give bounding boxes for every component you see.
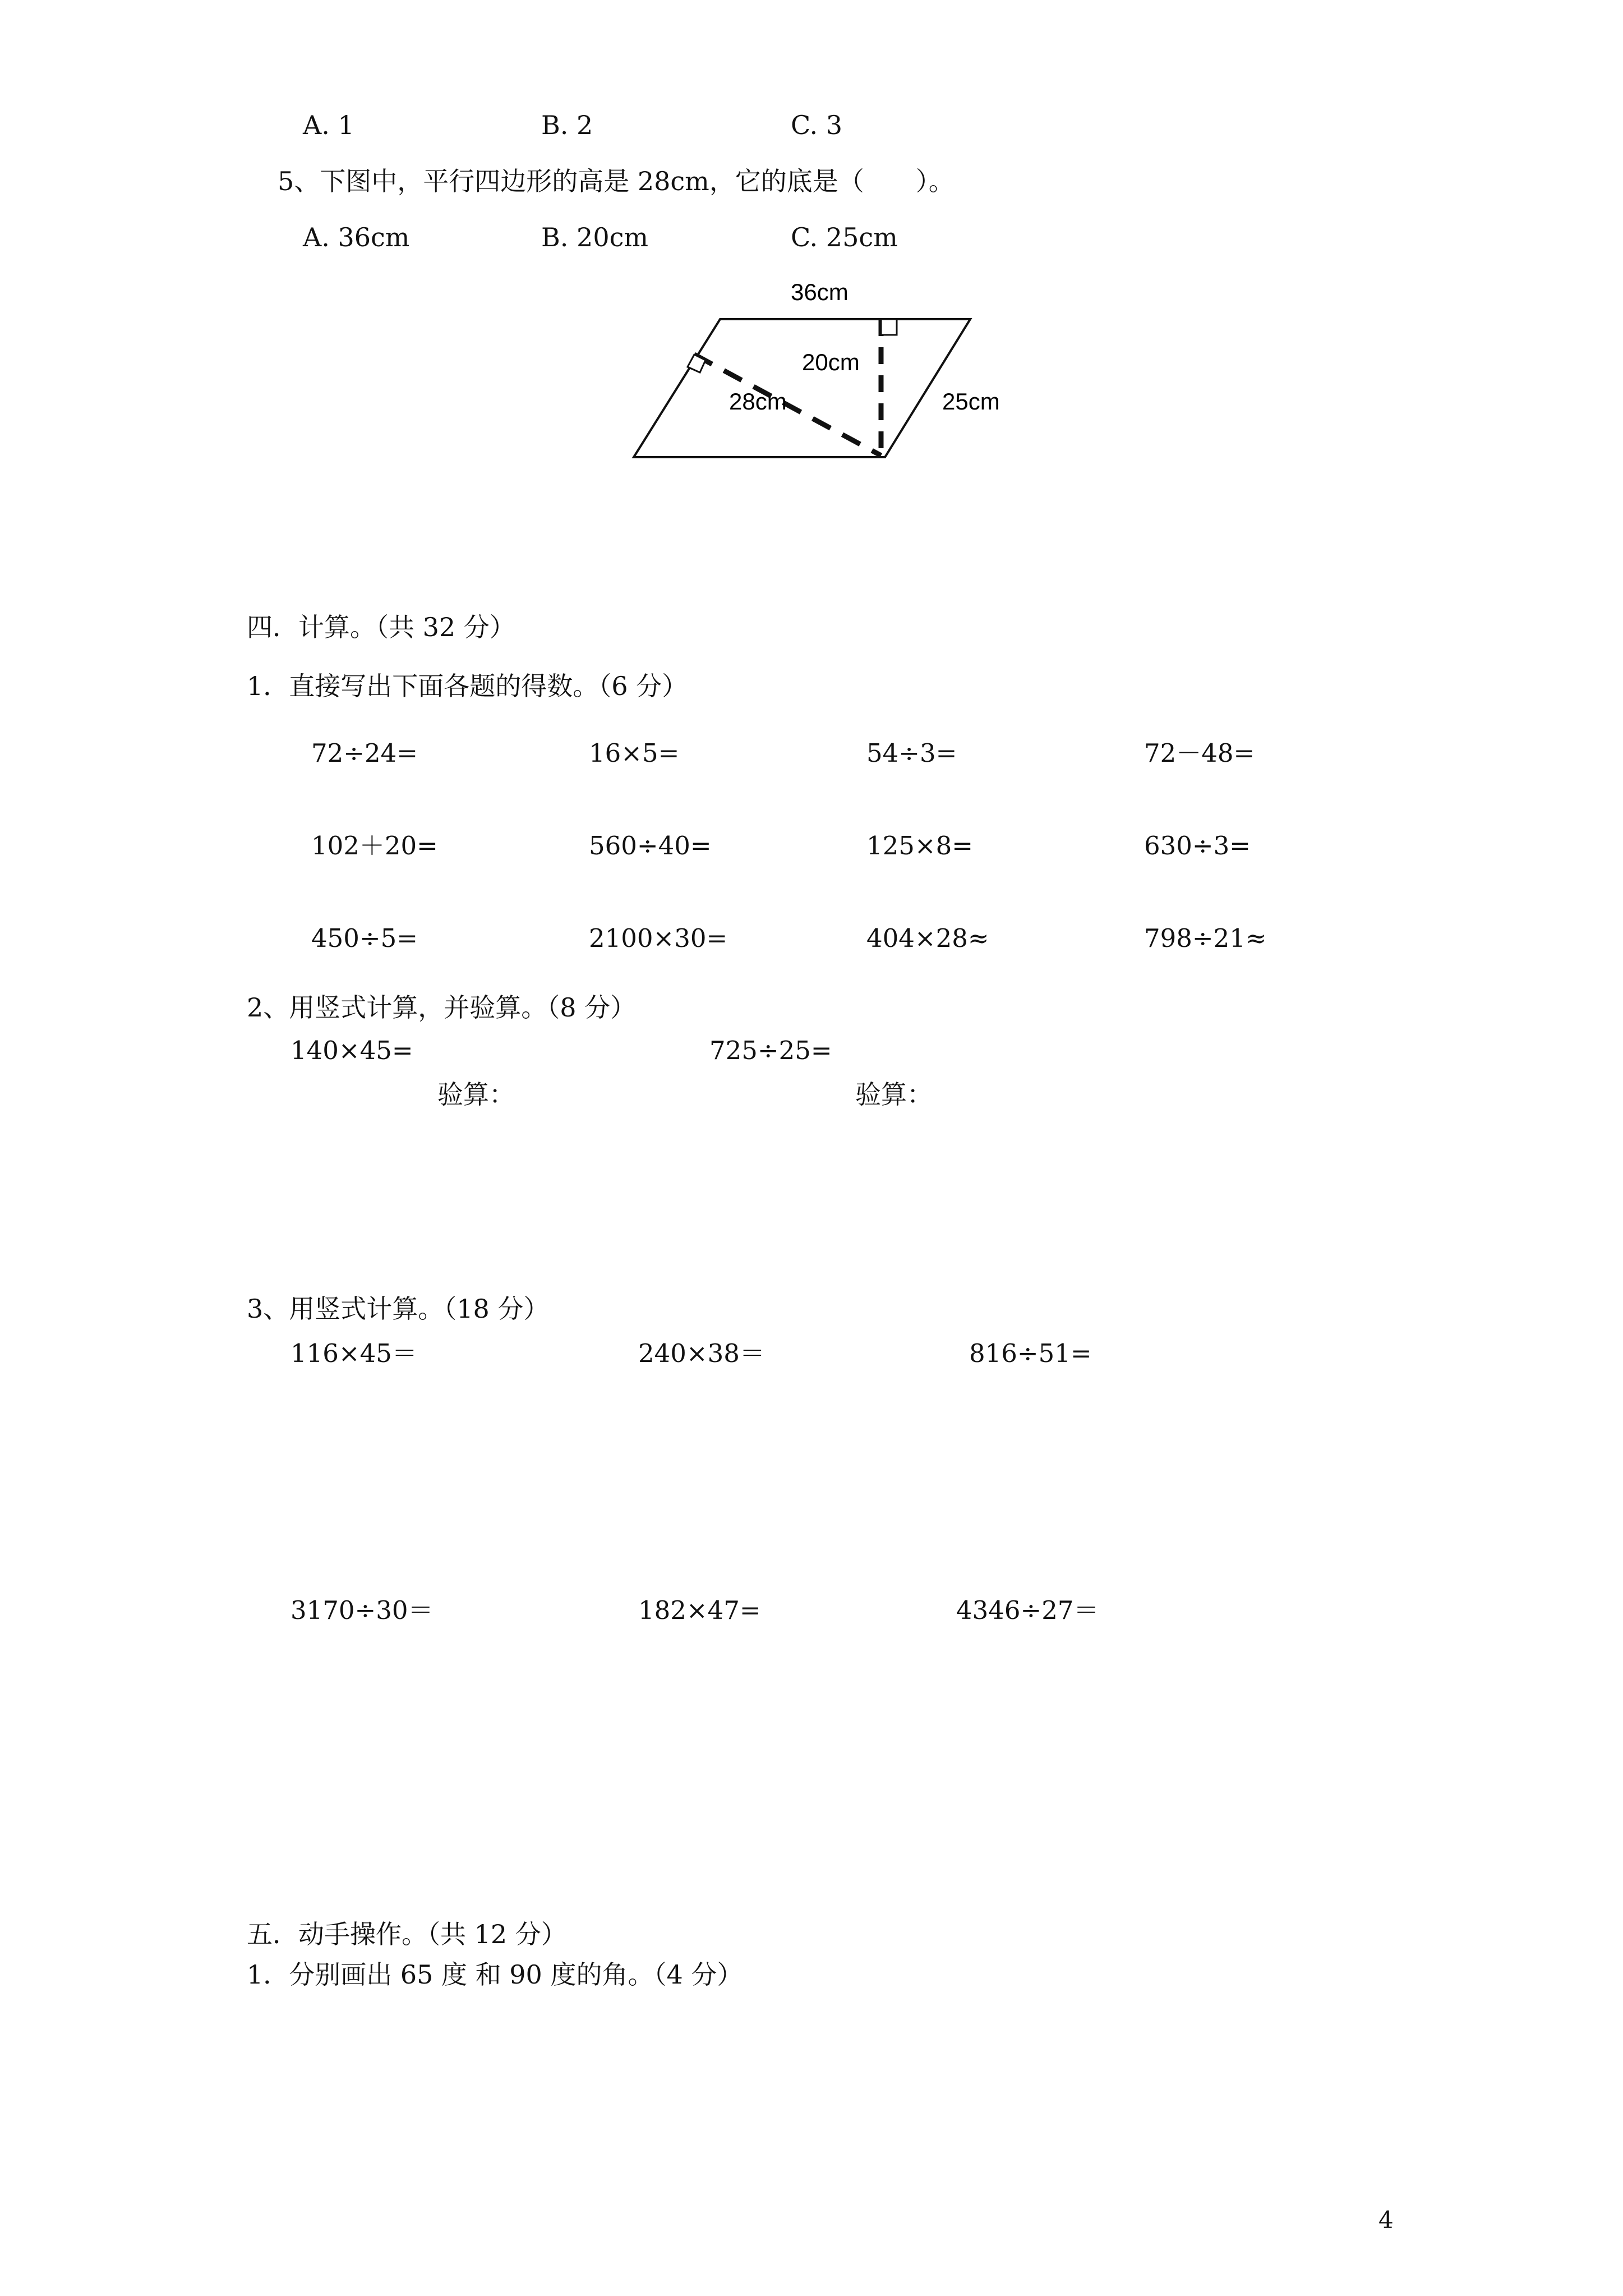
section5-title: 五．动手操作。（共 12 分） [247, 1919, 567, 1949]
oral-item: 72÷24= [311, 738, 418, 768]
q5-option-a: A. 36cm [303, 222, 410, 252]
q4-option-a: A. 1 [303, 110, 354, 140]
vertical-calc-item: 4346÷27＝ [956, 1595, 1099, 1625]
q5-stem: 5、下图中，平行四边形的高是 28cm，它的底是（ ）。 [278, 166, 955, 196]
section4-part3-title: 3、用竖式计算。（18 分） [247, 1294, 550, 1324]
label-36cm: 36cm [791, 279, 849, 305]
q4-option-c: C. 3 [791, 110, 843, 140]
vertical-calc-item: 816÷51= [969, 1338, 1092, 1368]
section5-part1-title: 1．分别画出 65 度 和 90 度的角。（4 分） [247, 1959, 743, 1990]
oral-item: 54÷3= [866, 738, 957, 768]
oral-item: 404×28≈ [866, 923, 989, 953]
vertical-calc-item: 3170÷30＝ [291, 1595, 434, 1625]
page-number: 4 [1378, 2206, 1394, 2234]
oral-item: 72－48= [1144, 738, 1255, 768]
q5-option-b: B. 20cm [541, 222, 648, 252]
check-label: 验算： [855, 1079, 933, 1110]
label-28cm: 28cm [729, 388, 787, 415]
vertical-calc-item: 116×45＝ [291, 1338, 417, 1368]
parallelogram-figure [617, 269, 1043, 471]
oral-item: 630÷3= [1144, 831, 1251, 861]
oral-item: 450÷5= [311, 923, 418, 953]
section4-part1-title: 1．直接写出下面各题的得数。（6 分） [247, 671, 688, 701]
vertical-calc-item: 182×47= [638, 1595, 761, 1625]
oral-item: 16×5= [589, 738, 680, 768]
check-label: 验算： [437, 1079, 515, 1110]
label-20cm: 20cm [802, 349, 860, 375]
oral-item: 2100×30= [589, 923, 728, 953]
vertical-calc-item: 725÷25= [709, 1036, 832, 1065]
oral-item: 125×8= [866, 831, 973, 861]
section4-part2-title: 2、用竖式计算，并验算。（8 分） [247, 992, 637, 1023]
parallelogram-shape [634, 319, 970, 457]
oral-item: 102＋20= [311, 831, 438, 861]
right-angle-mark-top [881, 319, 897, 335]
q4-option-b: B. 2 [541, 110, 593, 140]
section4-title: 四．计算。（共 32 分） [247, 612, 515, 642]
label-25cm: 25cm [942, 388, 1000, 415]
q5-option-c: C. 25cm [791, 222, 898, 252]
oral-item: 798÷21≈ [1144, 923, 1267, 953]
vertical-calc-item: 240×38＝ [638, 1338, 765, 1368]
vertical-calc-item: 140×45= [291, 1036, 413, 1065]
oral-item: 560÷40= [589, 831, 712, 861]
